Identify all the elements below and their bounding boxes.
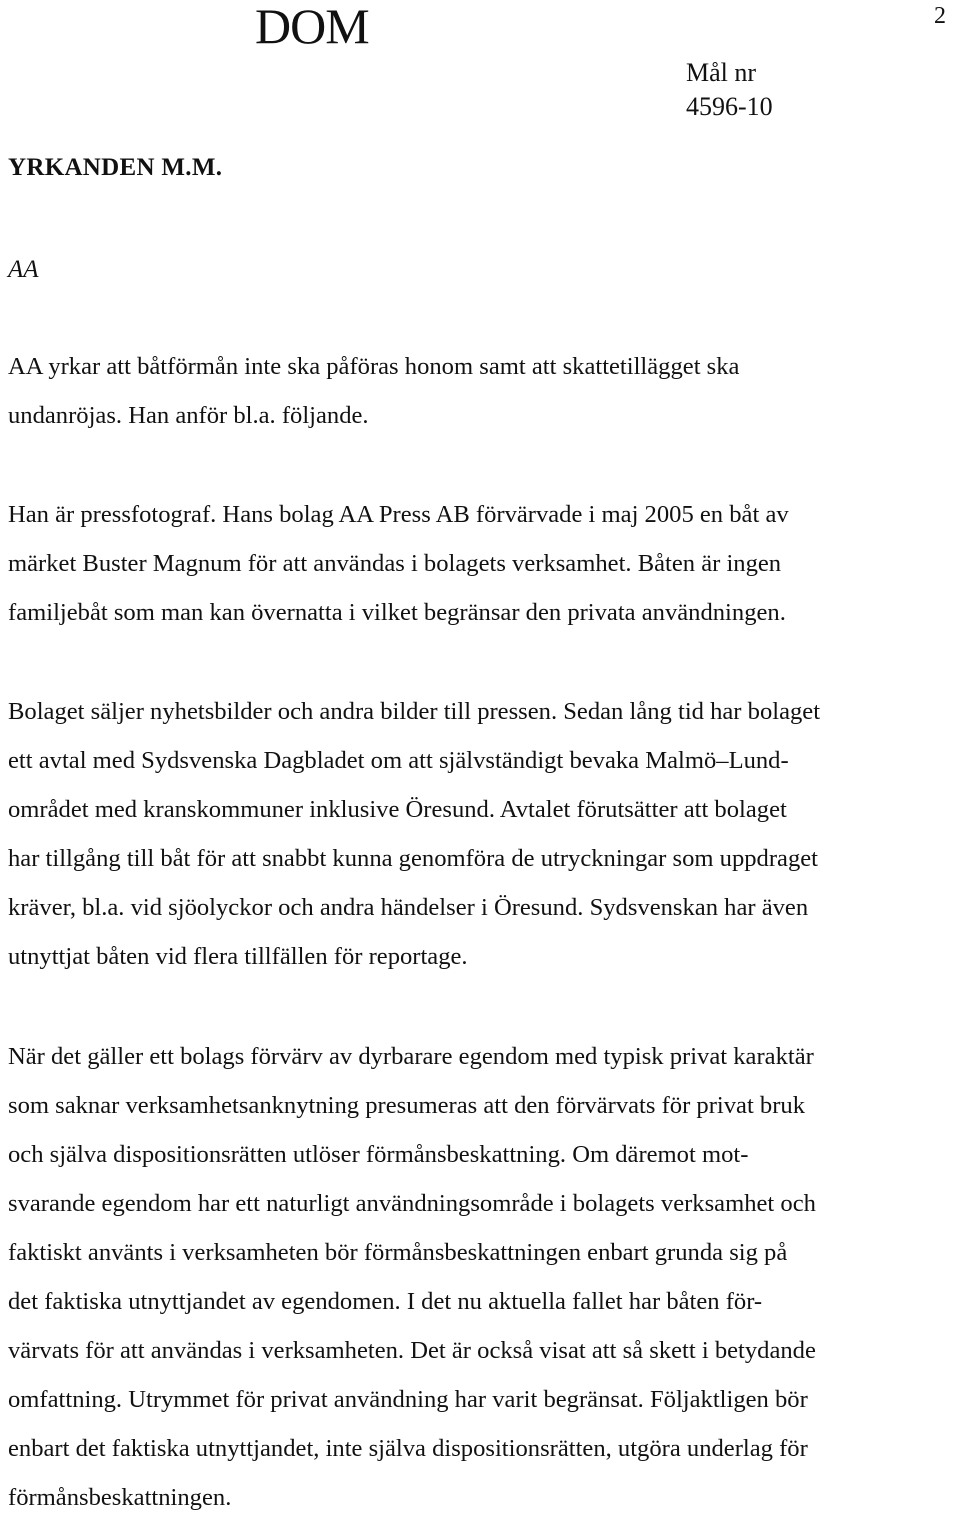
page-number: 2 — [934, 3, 946, 29]
paragraph-line: som saknar verksamhetsanknytning presumeras att den förvärvats för privat bruk — [8, 1092, 806, 1119]
case-number-value: 4596-10 — [686, 92, 773, 121]
paragraph-line: familjebåt som man kan övernatta i vilket begränsar den privata användningen. — [8, 599, 786, 626]
paragraph-line: Bolaget säljer nyhetsbilder och andra bilder till pressen. Sedan lång tid har bolaget — [8, 698, 821, 725]
paragraph-line: svarande egendom har ett naturligt användningsområde i bolagets verksamhet och — [8, 1190, 816, 1217]
paragraph-background — [8, 490, 953, 637]
paragraph-line: kräver, bl.a. vid sjöolyckor och andra händelser i Öresund. Sydsvenskan har även — [8, 894, 809, 921]
paragraph-line: faktiskt använts i verksamheten bör förmånsbeskattningen enbart grunda sig på — [8, 1239, 788, 1266]
paragraph-line: utnyttjat båten vid flera tillfällen för reportage. — [8, 943, 468, 970]
paragraph-line: ett avtal med Sydsvenska Dagbladet om att självständigt bevaka Malmö–Lund- — [8, 747, 789, 774]
paragraph-business — [8, 687, 953, 981]
paragraph-line: omfattning. Utrymmet för privat användning har varit begränsat. Följaktligen bör — [8, 1386, 808, 1413]
paragraph-line: märket Buster Magnum för att användas i bolagets verksamhet. Båten är ingen — [8, 550, 782, 577]
paragraph-claim — [8, 342, 953, 440]
paragraph-line: området med kranskommuner inklusive Öresund. Avtalet förutsätter att bolaget — [8, 796, 787, 823]
paragraph-line: När det gäller ett bolags förvärv av dyrbarare egendom med typisk privat karaktär — [8, 1043, 814, 1070]
section-heading: YRKANDEN M.M. — [8, 154, 223, 181]
paragraph-line: AA yrkar att båtförmån inte ska påföras honom samt att skattetillägget ska — [8, 353, 740, 380]
paragraph-line: undanröjas. Han anför bl.a. följande. — [8, 402, 369, 429]
paragraph-line: och själva dispositionsrätten utlöser förmånsbeskattning. Om däremot mot- — [8, 1141, 749, 1168]
case-number-label: Mål nr — [686, 58, 757, 87]
paragraph-line: enbart det faktiska utnyttjandet, inte själva dispositionsrätten, utgöra underlag för — [8, 1435, 808, 1462]
paragraph-line: värvats för att användas i verksamheten. Det är också visat att så skett i betydande — [8, 1337, 816, 1364]
paragraph-line: har tillgång till båt för att snabbt kunna genomföra de utryckningar som uppdraget — [8, 845, 819, 872]
paragraph-line: Han är pressfotograf. Hans bolag AA Press AB förvärvade i maj 2005 en båt av — [8, 501, 789, 528]
party-name: AA — [8, 256, 39, 283]
case-number-block — [686, 56, 773, 124]
paragraph-line: det faktiska utnyttjandet av egendomen. I det nu aktuella fallet har båten för- — [8, 1288, 763, 1315]
document-title: DOM — [255, 0, 369, 54]
paragraph-line: förmånsbeskattningen. — [8, 1484, 232, 1511]
paragraph-legal-argument — [8, 1032, 953, 1522]
